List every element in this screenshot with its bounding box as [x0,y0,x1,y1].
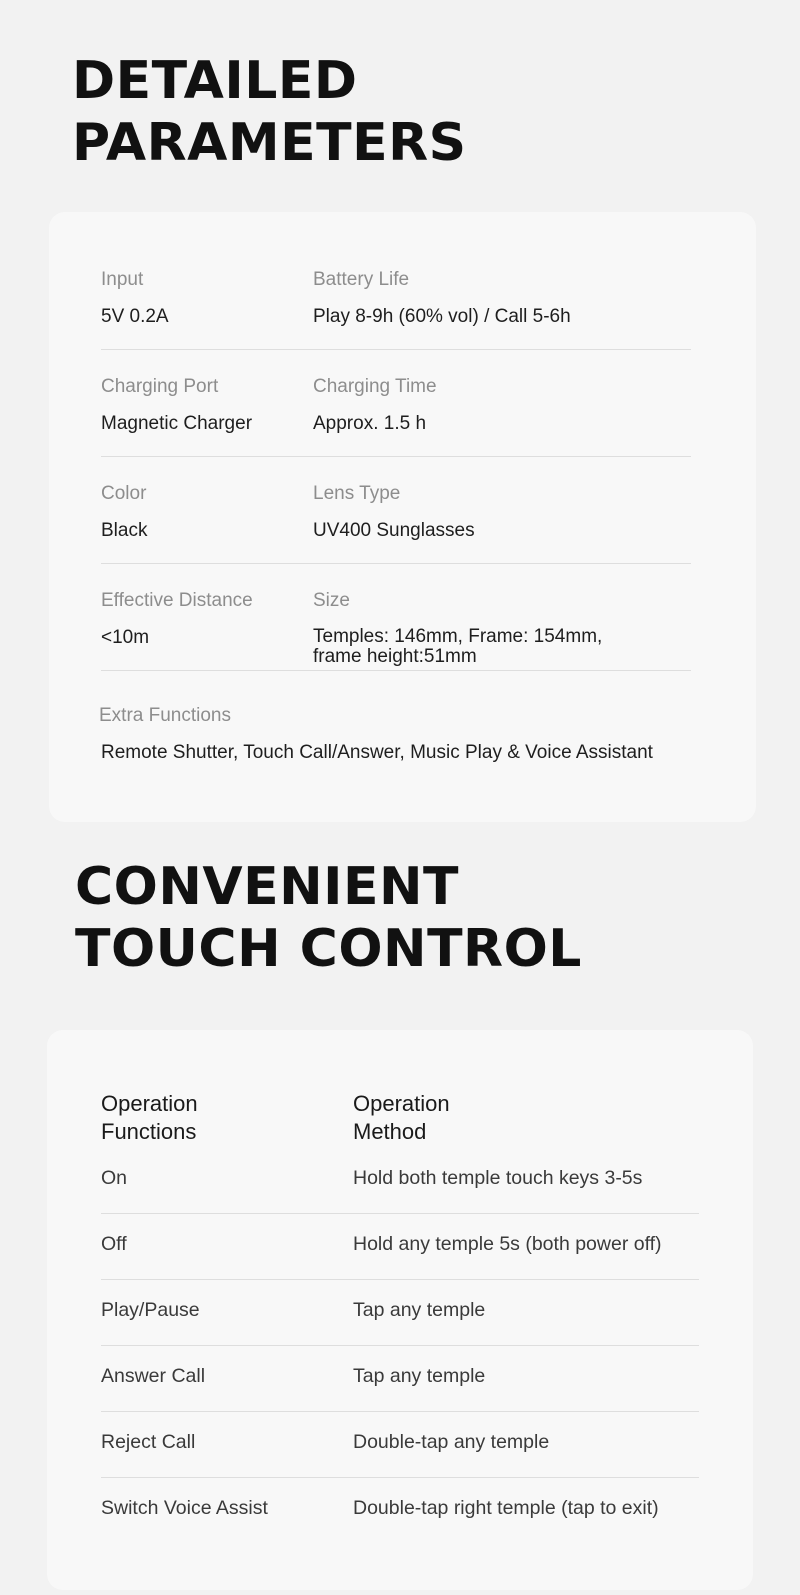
param-label: Lens Type [313,483,401,504]
operation-method: Tap any temple [353,1299,486,1321]
table-row [101,1411,699,1478]
operation-function: Answer Call [101,1365,206,1387]
header-line: Operation [353,1091,450,1116]
param-cell [101,589,253,649]
extra-functions [99,704,739,764]
operation-method: Hold both temple touch keys 3-5s [353,1167,643,1189]
param-row-input [101,268,691,350]
param-cell [313,375,693,435]
operation-method: Hold any temple 5s (both power off) [353,1233,662,1255]
header-line: Method [353,1119,427,1144]
table-row [101,1213,699,1280]
table-row [101,1147,699,1214]
table-row [101,1279,699,1346]
param-cell [313,589,693,667]
title-line: DETAILED [72,51,358,111]
table-row [101,1477,699,1543]
param-label: Charging Port [101,376,219,397]
param-label: Input [101,269,144,290]
param-value: <10m [101,627,150,648]
param-label: Battery Life [313,269,410,290]
operation-method: Tap any temple [353,1365,486,1387]
param-cell [101,268,169,328]
param-value: 5V 0.2A [101,306,169,327]
title-line: CONVENIENT [75,857,460,917]
param-value: UV400 Sunglasses [313,520,475,541]
param-value: Approx. 1.5 h [313,413,427,434]
param-value: Play 8-9h (60% vol) / Call 5-6h [313,306,571,327]
parameters-card [49,212,756,822]
detailed-parameters-title [72,50,467,174]
param-cell [101,375,252,435]
param-value: Magnetic Charger [101,413,253,434]
param-row-distance [101,589,691,671]
header-line: Operation [101,1091,198,1116]
param-value: Temples: 146mm, Frame: 154mm, frame height:51mm [313,626,603,667]
param-label: Extra Functions [99,705,231,726]
operation-function: On [101,1167,128,1189]
param-label: Effective Distance [101,590,253,611]
param-row-color [101,482,691,564]
table-row [101,1345,699,1412]
operation-method: Double-tap right temple (tap to exit) [353,1497,659,1519]
title-line: PARAMETERS [72,113,467,173]
operation-function: Play/Pause [101,1299,200,1321]
param-row-charging [101,375,691,457]
param-label: Charging Time [313,376,437,397]
operation-function: Reject Call [101,1431,196,1453]
param-cell [313,482,693,542]
touch-control-card [47,1030,753,1590]
param-value: Black [101,520,148,541]
touch-control-title [75,856,582,980]
param-label: Color [101,483,147,504]
header-operation-method [353,1090,450,1146]
operation-method: Double-tap any temple [353,1431,550,1453]
header-operation-functions [101,1090,198,1146]
header-line: Functions [101,1119,197,1144]
param-cell [313,268,693,328]
param-cell [101,482,147,542]
param-value: Remote Shutter, Touch Call/Answer, Music Play & Voice Assistant [101,742,653,763]
operation-function: Switch Voice Assist [101,1497,268,1519]
operation-function: Off [101,1233,127,1255]
title-line: TOUCH CONTROL [75,919,582,979]
param-label: Size [313,590,350,611]
